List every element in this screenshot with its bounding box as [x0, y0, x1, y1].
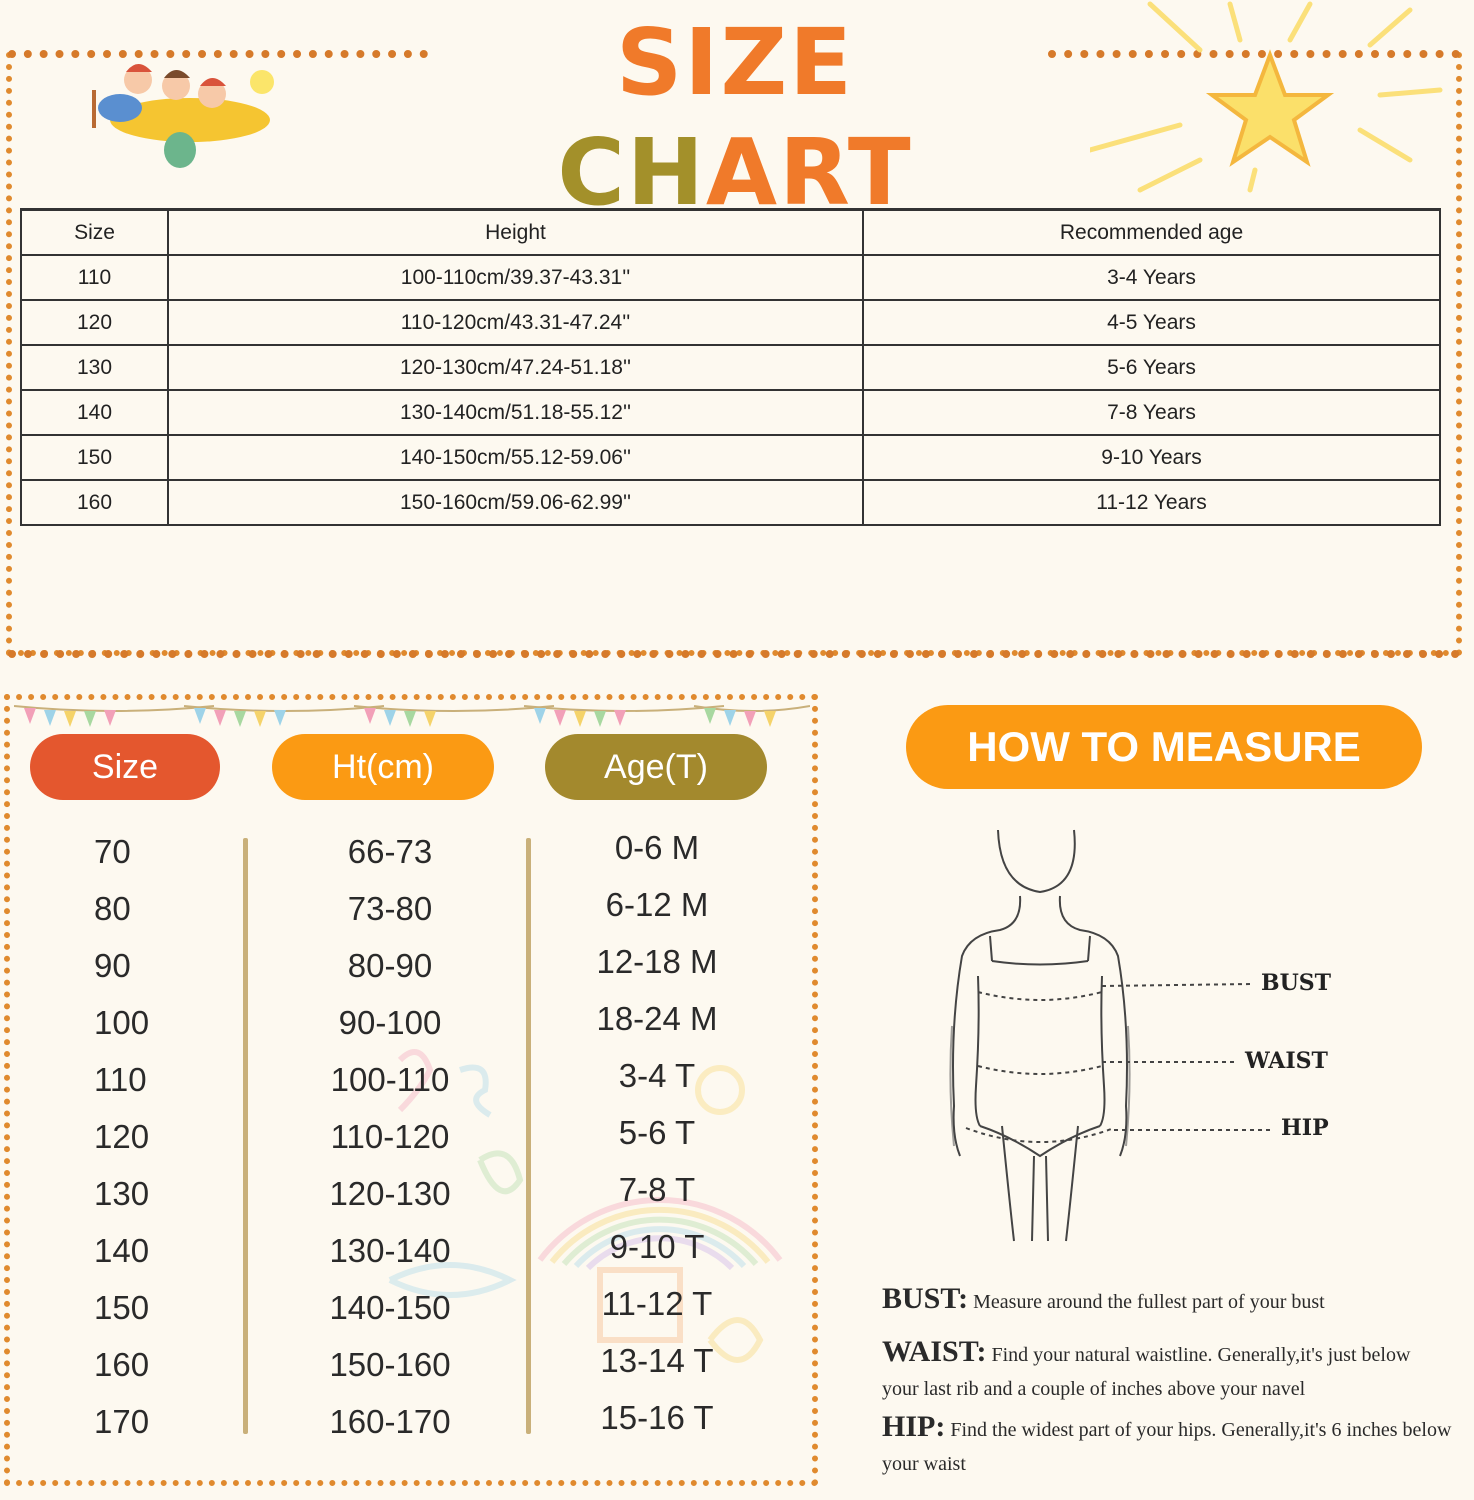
title-part-ch: CH [557, 119, 706, 226]
page-title [450, 8, 1020, 226]
size-value: 80 [94, 890, 131, 927]
size-value: 70 [94, 833, 131, 870]
age-value: 0-6 M [614, 829, 700, 866]
hip-description [882, 1410, 1452, 1481]
table-cell-size: 110 [21, 255, 168, 300]
table-cell-height: 140-150cm/55.12-59.06'' [168, 435, 863, 480]
table-cell-height: 110-120cm/43.31-47.24'' [168, 300, 863, 345]
table-cell-size: 150 [21, 435, 168, 480]
height-value: 110-120 [330, 1118, 450, 1155]
table-row [21, 300, 1440, 345]
height-value: 120-130 [329, 1175, 451, 1212]
table-header-size: Size [21, 210, 168, 256]
waist-key: WAIST: [882, 1335, 987, 1368]
height-column [290, 828, 490, 1455]
column-divider [526, 838, 531, 1434]
bust-label: BUST [1261, 970, 1332, 996]
hip-label: HIP [1281, 1115, 1329, 1141]
height-column-header: Ht(cm) [272, 734, 494, 800]
size-value: 100 [94, 1004, 150, 1041]
size-value: 150 [94, 1289, 150, 1326]
table-cell-age: 9-10 Years [863, 435, 1440, 480]
size-value: 170 [94, 1403, 150, 1440]
height-value: 150-160 [329, 1346, 451, 1383]
how-to-measure-banner: HOW TO MEASURE [906, 705, 1422, 789]
table-row [21, 480, 1440, 525]
age-column-header: Age(T) [545, 734, 767, 800]
table-cell-size: 130 [21, 345, 168, 390]
size-value: 110 [94, 1061, 147, 1098]
size-value: 160 [94, 1346, 150, 1383]
age-value: 12-18 M [596, 943, 718, 980]
age-value: 15-16 T [600, 1399, 714, 1436]
size-value: 130 [94, 1175, 150, 1212]
height-value: 90-100 [338, 1004, 442, 1041]
table-cell-age: 5-6 Years [863, 345, 1440, 390]
age-value: 6-12 M [605, 886, 709, 923]
table-cell-height: 120-130cm/47.24-51.18'' [168, 345, 863, 390]
hip-key: HIP: [882, 1410, 946, 1443]
height-value: 73-80 [347, 890, 433, 927]
height-value: 80-90 [347, 947, 433, 984]
frame-bottom-line [8, 650, 1460, 658]
age-value: 18-24 M [596, 1000, 718, 1037]
table-row [21, 390, 1440, 435]
age-value: 11-12 T [601, 1285, 713, 1322]
column-divider [243, 838, 248, 1434]
table-header-row [21, 210, 1440, 256]
table-cell-size: 140 [21, 390, 168, 435]
title-part-size: SIZE [615, 9, 855, 116]
title-part-art: ART [705, 119, 913, 226]
table-cell-age: 7-8 Years [863, 390, 1440, 435]
height-value: 140-150 [329, 1289, 451, 1326]
size-value: 120 [94, 1118, 150, 1155]
table-cell-age: 11-12 Years [863, 480, 1440, 525]
age-value: 9-10 T [609, 1228, 705, 1265]
height-value: 100-110 [330, 1061, 450, 1098]
table-cell-age: 3-4 Years [863, 255, 1440, 300]
waist-description [882, 1335, 1452, 1406]
waist-text: Find your natural waistline. Generally,it's just below your last rib and a couple of inches above your navel [882, 1344, 1411, 1400]
size-column [40, 828, 200, 1455]
table-header-height: Height [168, 210, 863, 256]
table-header-age: Recommended age [863, 210, 1440, 256]
table-cell-age: 4-5 Years [863, 300, 1440, 345]
airplane-kids-illustration [80, 50, 280, 175]
height-value: 66-73 [347, 833, 433, 870]
age-value: 3-4 T [618, 1057, 696, 1094]
age-value: 5-6 T [618, 1114, 696, 1151]
hip-text: Find the widest part of your hips. Generally,it's 6 inches below your waist [882, 1419, 1452, 1475]
bust-description [882, 1282, 1452, 1319]
table-cell-size: 160 [21, 480, 168, 525]
age-value: 13-14 T [600, 1342, 714, 1379]
table-row [21, 255, 1440, 300]
waist-label: WAIST [1245, 1048, 1328, 1074]
age-value: 7-8 T [618, 1171, 696, 1208]
table-cell-height: 130-140cm/51.18-55.12'' [168, 390, 863, 435]
bust-key: BUST: [882, 1282, 969, 1315]
height-value: 130-140 [329, 1232, 451, 1269]
table-row [21, 345, 1440, 390]
bust-text: Measure around the fullest part of your bust [973, 1291, 1325, 1313]
height-value: 160-170 [329, 1403, 451, 1440]
age-column [557, 824, 757, 1451]
table-cell-height: 150-160cm/59.06-62.99'' [168, 480, 863, 525]
size-table [20, 208, 1441, 526]
body-outline-illustration [940, 826, 1340, 1246]
size-value: 140 [94, 1232, 150, 1269]
star-illustration [1090, 0, 1460, 200]
table-row [21, 435, 1440, 480]
table-cell-size: 120 [21, 300, 168, 345]
table-cell-height: 100-110cm/39.37-43.31'' [168, 255, 863, 300]
size-column-header: Size [30, 734, 220, 800]
size-value: 90 [94, 947, 131, 984]
bunting-decoration [14, 700, 810, 734]
